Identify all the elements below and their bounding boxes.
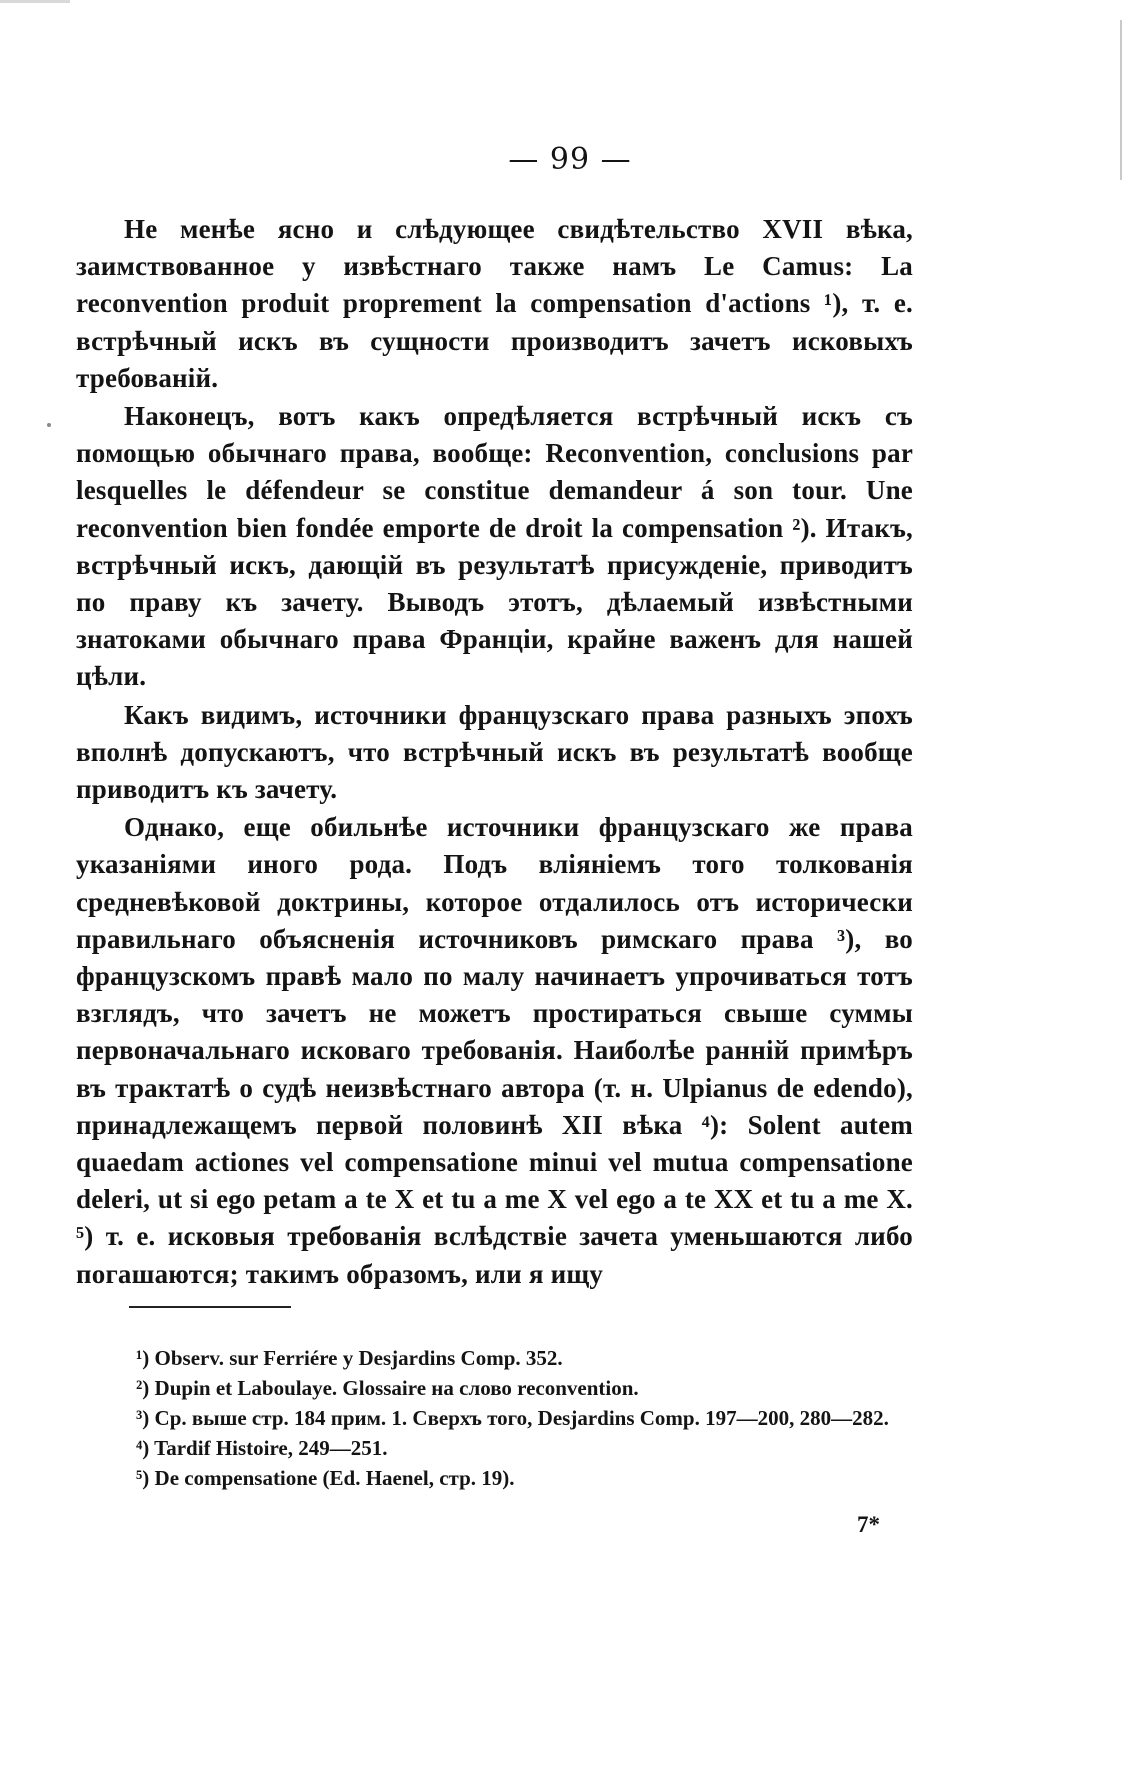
- paragraph: Не менѣе ясно и слѣдующее свидѣтельство XVII вѣка, заимствованное у извѣстнаго также намъ Le Camus: La reconvention produit proprement la compensation d'actions ¹), т. е. встрѣчный искъ въ сущности производитъ зачетъ исковыхъ требованій.: [76, 214, 913, 393]
- footnote: ³) Ср. выше стр. 184 прим. 1. Сверхъ того, Desjardins Comp. 197—200, 280—282.: [136, 1406, 889, 1430]
- paragraph: Какъ видимъ, источники французскаго права разныхъ эпохъ вполнѣ допускаютъ, что встрѣчный искъ въ результатѣ вообще приводитъ къ зачету.: [76, 699, 913, 805]
- printer-signature-mark: 7*: [857, 1512, 880, 1537]
- scan-edge-mark: [0, 0, 70, 3]
- footnote: ²) Dupin et Laboulaye. Glossaire на слово reconvention.: [136, 1376, 639, 1400]
- paragraph: Однако, еще обильнѣе источники французскаго же права указаніями иного рода. Подъ вліяніемъ того толкованія средневѣковой доктрины, которое отдалилось отъ исторически правильнаго объясненія источниковъ римскаго права ³), во французскомъ правѣ мало по малу начинаетъ упрочиваться тотъ взглядъ, что зачетъ не можетъ простираться свыше суммы первоначальнаго исковаго требованія. Наиболѣе ранній примѣръ въ трактатѣ о судѣ неизвѣстнаго автора (т. н. Ulpianus de edendo), принадлежащемъ первой половинѣ XII вѣка ⁴): Solent autem quaedam actiones vel compensatione minui vel mutua compensatione deleri, ut si ego petam a te X et tu a me X vel ego a te XX et tu a me X. ⁵) т. е. исковыя требованія вслѣдствіе зачета уменьшаются либо погашаются; такимъ образомъ, или я ищу: [76, 812, 913, 1289]
- scan-speck: [47, 423, 51, 427]
- page-number-header: — 99 —: [508, 142, 632, 177]
- paragraph: Наконецъ, вотъ какъ опредѣляется встрѣчный искъ съ помощью обычнаго права, вообще: Reconvention, conclusions par lesquelles le défendeur se constitue demandeur á son tour. Une reconvention bien fondée emporte de droit la compensation ²). Итакъ, встрѣчный искъ, дающій въ результатѣ присужденіе, приводитъ по праву къ зачету. Выводъ этотъ, дѣлаемый извѣстными знатоками обычнаго права Франціи, крайне важенъ для нашей цѣли.: [76, 401, 913, 692]
- main-text: [76, 211, 913, 1293]
- footnote: ⁴) Tardif Histoire, 249—251.: [136, 1436, 388, 1460]
- footnotes-section: [76, 1343, 922, 1493]
- footnote: ¹) Observ. sur Ferriére y Desjardins Comp. 352.: [136, 1346, 563, 1370]
- footnote: ⁵) De compensatione (Ed. Haenel, стр. 19).: [136, 1466, 515, 1490]
- footnote-separator: [129, 1306, 291, 1308]
